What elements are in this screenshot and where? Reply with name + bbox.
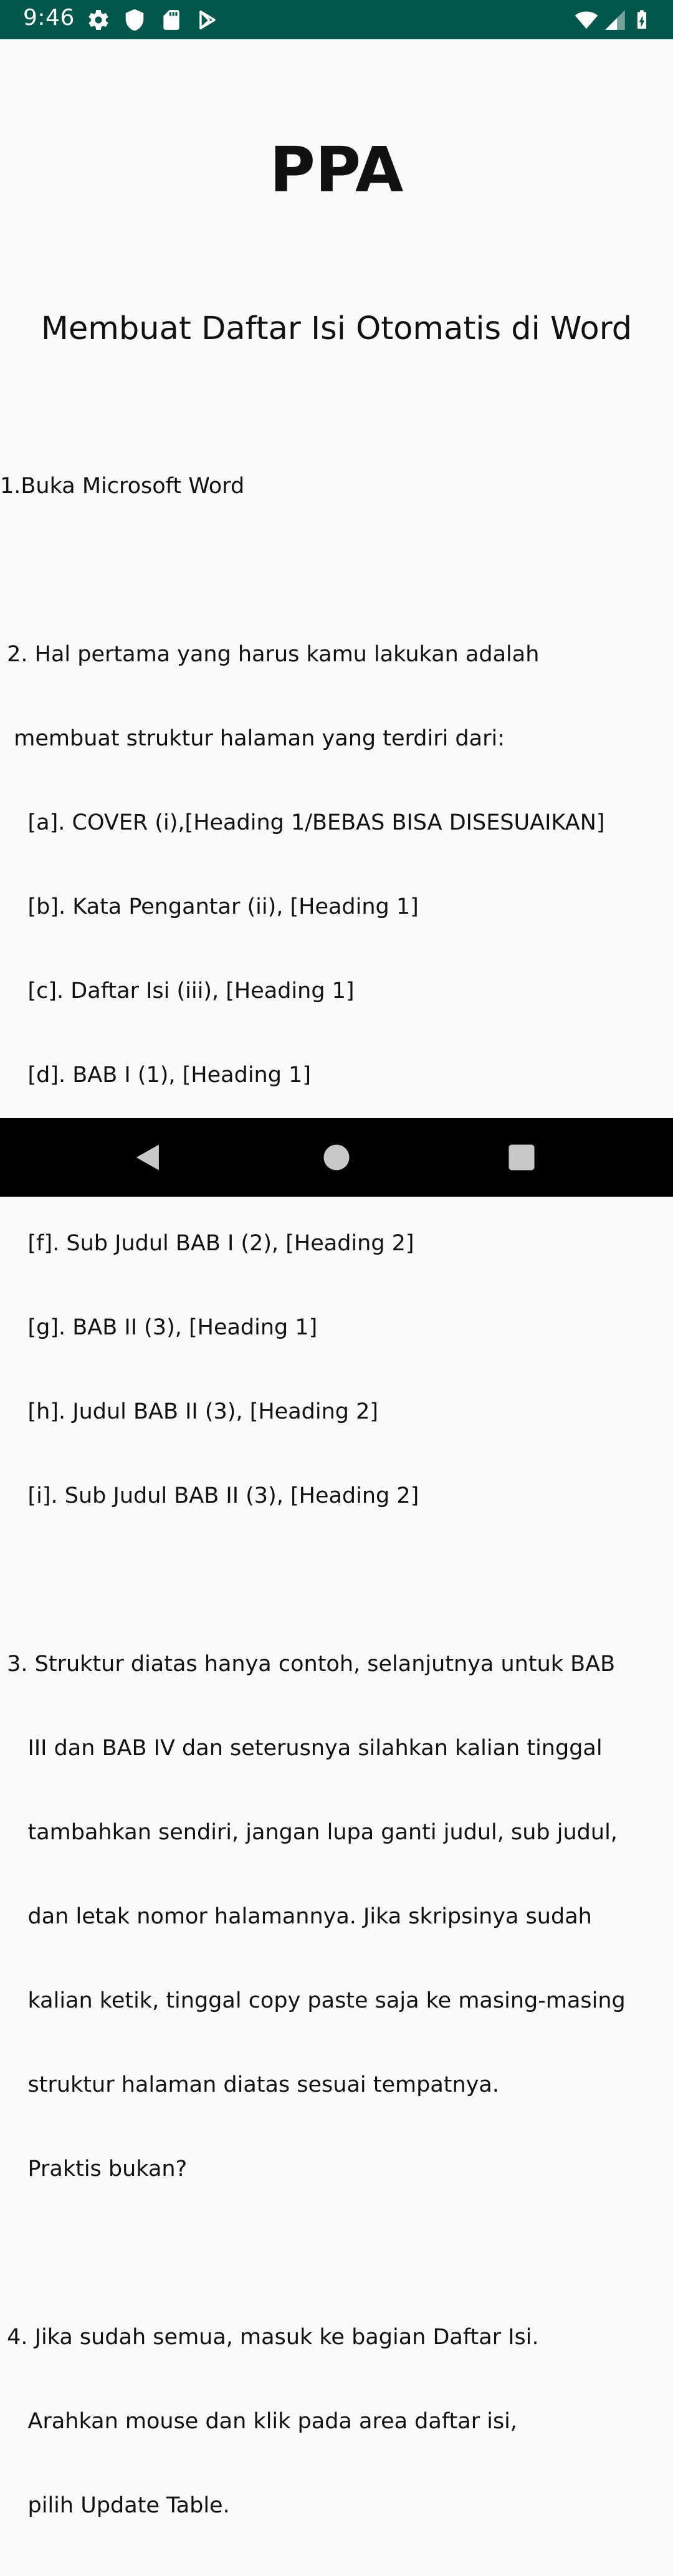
body-line: [i]. Sub Judul BAB II (3), [Heading 2] bbox=[0, 1483, 419, 1508]
body-line: 1.Buka Microsoft Word bbox=[0, 474, 245, 499]
body-line: [c]. Daftar Isi (iii), [Heading 1] bbox=[0, 979, 355, 1003]
home-icon[interactable] bbox=[318, 1139, 355, 1175]
article-body bbox=[0, 416, 673, 2576]
body-line: struktur halaman diatas sesuai tempatnya. bbox=[0, 2072, 499, 2097]
wifi-icon bbox=[572, 8, 601, 32]
body-line: dan letak nomor halamannya. Jika skripsinya sudah bbox=[0, 1904, 592, 1929]
body-line: pilih Update Table. bbox=[0, 2493, 230, 2518]
status-bar bbox=[0, 0, 673, 39]
body-line bbox=[0, 2239, 673, 2267]
body-line: 2. Hal pertama yang harus kamu lakukan adalah bbox=[0, 642, 540, 667]
body-line: III dan BAB IV dan seterusnya silahkan kalian tinggal bbox=[0, 1736, 603, 1761]
body-line: [d]. BAB I (1), [Heading 1] bbox=[0, 1063, 311, 1088]
body-line: 3. Struktur diatas hanya contoh, selanjutnya untuk BAB bbox=[0, 1652, 616, 1677]
recents-icon[interactable] bbox=[504, 1139, 540, 1175]
app-title: PPA bbox=[269, 133, 404, 206]
signal-icon bbox=[603, 8, 627, 32]
shield-icon bbox=[123, 8, 146, 32]
content-area[interactable] bbox=[0, 39, 673, 2518]
body-line: [f]. Sub Judul BAB I (2), [Heading 2] bbox=[0, 1231, 414, 1256]
doc-title: Membuat Daftar Isi Otomatis di Word bbox=[41, 310, 632, 347]
play-store-icon bbox=[196, 8, 219, 32]
sd-card-icon bbox=[160, 8, 183, 32]
body-line: [g]. BAB II (3), [Heading 1] bbox=[0, 1315, 318, 1340]
body-line: Arahkan mouse dan klik pada area daftar isi, bbox=[0, 2409, 518, 2434]
body-line: Praktis bukan? bbox=[0, 2157, 188, 2181]
navigation-bar bbox=[0, 1118, 673, 1197]
body-line: [h]. Judul BAB II (3), [Heading 2] bbox=[0, 1399, 379, 1424]
body-line bbox=[0, 557, 673, 585]
back-icon[interactable] bbox=[130, 1139, 166, 1175]
body-line: membuat struktur halaman yang terdiri dari: bbox=[0, 726, 505, 751]
status-time: 9:46 bbox=[23, 5, 75, 31]
gear-icon bbox=[87, 8, 110, 32]
body-line: [a]. COVER (i),[Heading 1/BEBAS BISA DISESUAIKAN] bbox=[0, 810, 605, 835]
body-line: [b]. Kata Pengantar (ii), [Heading 1] bbox=[0, 894, 419, 919]
body-line: tambahkan sendiri, jangan lupa ganti judul, sub judul, bbox=[0, 1820, 618, 1845]
battery-charging-icon bbox=[631, 8, 652, 32]
body-line: kalian ketik, tinggal copy paste saja ke masing-masing bbox=[0, 1988, 626, 2013]
body-line bbox=[0, 1566, 673, 1594]
body-line: 4. Jika sudah semua, masuk ke bagian Daftar Isi. bbox=[0, 2325, 539, 2350]
